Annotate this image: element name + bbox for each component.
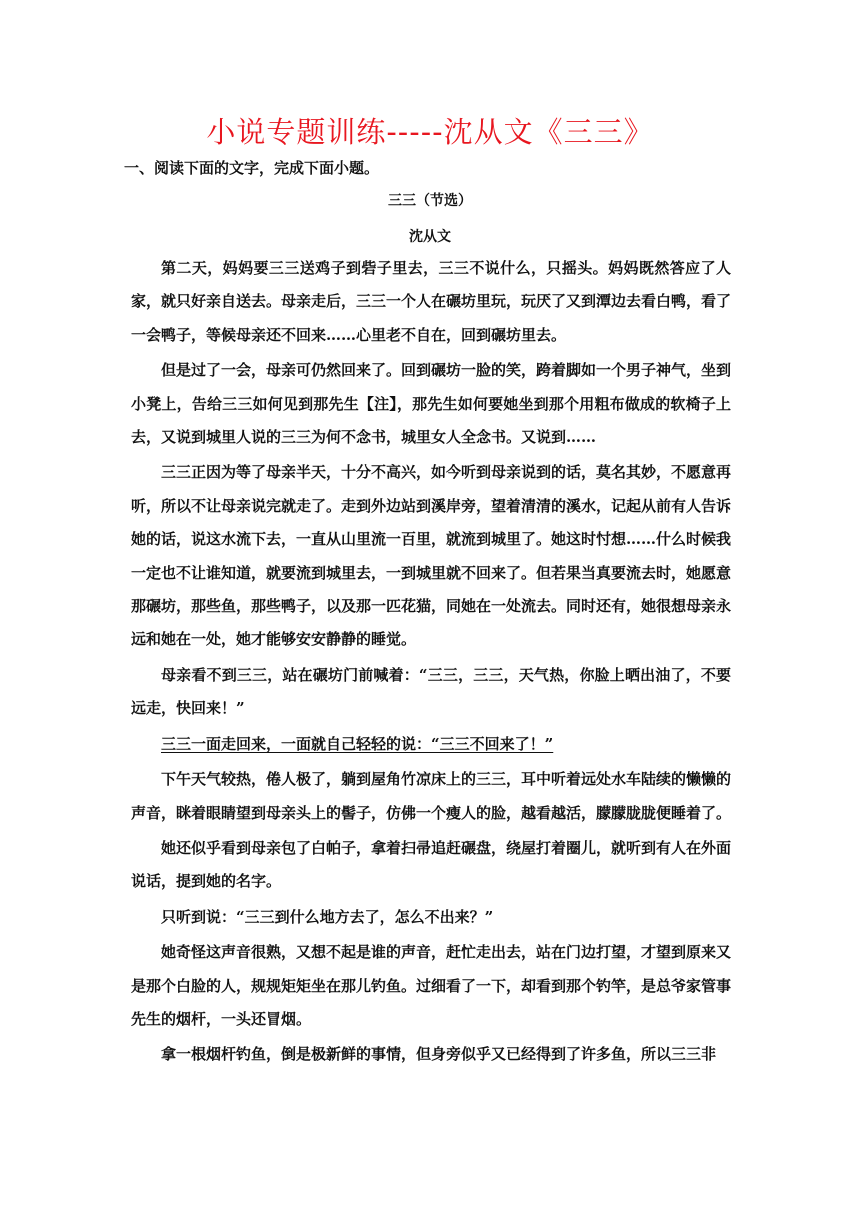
section-heading: 一、阅读下面的文字，完成下面小题。 — [124, 159, 380, 177]
paragraph: 她还似乎看到母亲包了白帕子，拿着扫帚追赶碾盘，绕屋打着圈儿，就听到有人在外面说话，提到她的名字。 — [131, 838, 732, 891]
paragraph: 只听到说：“三三到什么地方去了，怎么不出来？” — [161, 907, 494, 926]
paragraph: 下午天气较热，倦人极了，躺到屋角竹凉床上的三三，耳中听着远处水车陆续的懒懒的声音，眯着眼睛望到母亲头上的髻子，仿佛一个瘦人的脸，越看越活，朦朦胧胧便睡着了。 — [131, 770, 732, 822]
passage-title: 三三（节选） — [388, 193, 472, 209]
paragraph: 拿一根烟杆钓鱼，倒是极新鲜的事情，但身旁似乎又已经得到了许多鱼，所以三三非 — [161, 1045, 717, 1064]
document-title: 小说专题训练-----沈从文《三三》 — [206, 115, 654, 149]
passage-author: 沈从文 — [409, 229, 451, 245]
paragraph-underlined — [131, 728, 731, 761]
paragraph: 母亲看不到三三，站在碾坊门前喊着：“三三，三三，天气热，你脸上晒出油了，不要远走，快回来！” — [131, 665, 731, 718]
paragraph: 第二天，妈妈要三三送鸡子到砦子里去，三三不说什么，只摇头。妈妈既然答应了人家，就只好亲自送去。母亲走后，三三一个人在碾坊里玩，玩厌了又到潭边去看白鸭，看了一会鸭子，等候母亲还不回来……心里老不自在，回到碾坊里去。 — [131, 259, 732, 344]
paragraph: 但是过了一会，母亲可仍然回来了。回到碾坊一脸的笑，跨着脚如一个男子神气，坐到小凳上，告给三三如何见到那先生【注】，那先生如何要她坐到那个用粗布做成的软椅子上去，又说到城里人说的三三为何不念书，城里女人全念书。又说到…… — [131, 361, 732, 447]
passage-body — [131, 252, 731, 1072]
underlined-sentence: 三三一面走回来，一面就自己轻轻的说：“三三不回来了！” — [161, 734, 554, 753]
paragraph: 她奇怪这声音很熟，又想不起是谁的声音，赶忙走出去，站在门边打望，才望到原来又是那个白脸的人，规规矩矩坐在那儿钓鱼。过细看了一下，却看到那个钓竿，是总爷家管事先生的烟杆，一头还冒烟。 — [131, 943, 732, 1028]
paragraph: 三三正因为等了母亲半天，十分不高兴，如今听到母亲说到的话，莫名其妙，不愿意再听，所以不让母亲说完就走了。走到外边站到溪岸旁，望着清清的溪水，记起从前有人告诉她的话，说这水流下去，一直从山里流一百里，就流到城里了。她这时忖想……什么时候我一定也不让谁知道，就要流到城里去，一到城里就不回来了。但若果当真要流去时，她愿意那碾坊，那些鱼，那些鸭子，以及那一匹花猫，同她在一处流去。同时还有，她很想母亲永远和她在一处，她才能够安安静静的睡觉。 — [131, 463, 732, 649]
